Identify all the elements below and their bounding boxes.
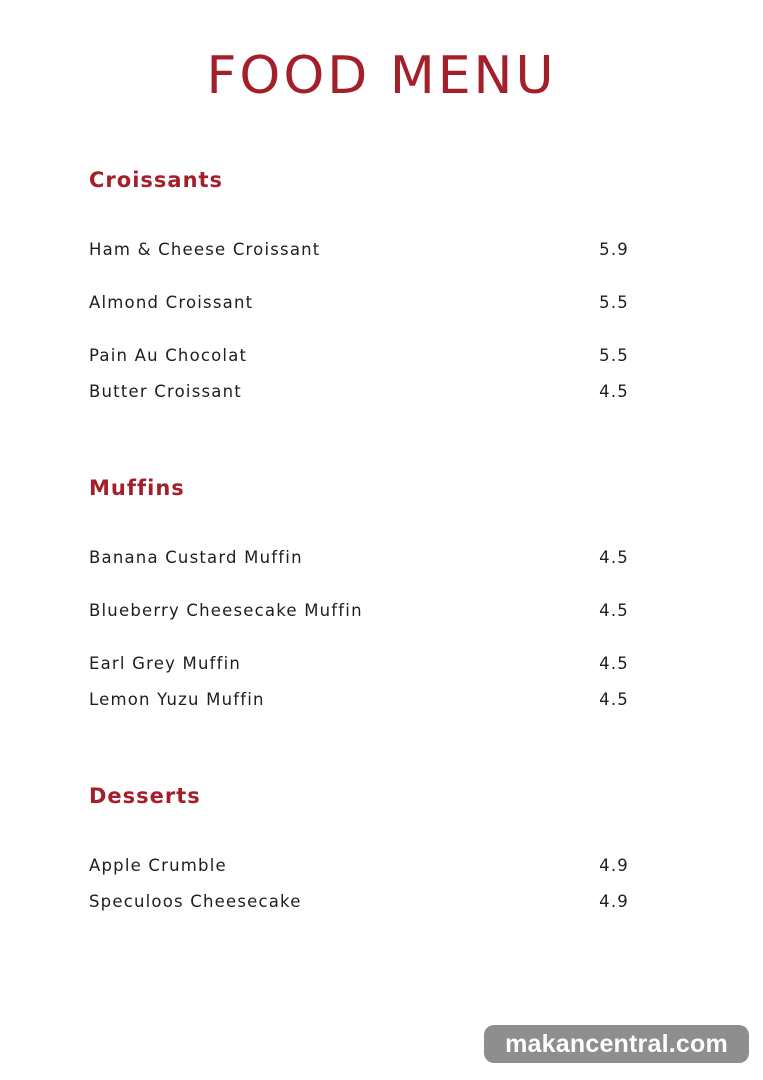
item-price: 4.5: [599, 382, 629, 401]
item-name: Speculoos Cheesecake: [89, 892, 302, 911]
item-name: Ham & Cheese Croissant: [89, 239, 321, 259]
item-price: 4.9: [599, 855, 629, 875]
item-list: [89, 223, 634, 402]
item-name: Pain Au Chocolat: [89, 345, 248, 365]
menu-item: [89, 329, 634, 382]
item-price: 4.5: [599, 653, 629, 673]
item-name: Banana Custard Muffin: [89, 547, 303, 567]
item-price: 4.5: [599, 690, 629, 709]
item-price: 5.5: [599, 345, 629, 365]
item-price: 4.5: [599, 547, 629, 567]
menu-item: [89, 531, 634, 584]
section-desserts: [89, 782, 634, 912]
menu-item: [89, 637, 634, 690]
menu-item: [89, 892, 634, 912]
item-name: Apple Crumble: [89, 855, 227, 875]
menu-item: [89, 276, 634, 329]
section-muffins: [89, 474, 634, 710]
item-name: Butter Croissant: [89, 382, 242, 401]
menu-item: [89, 839, 634, 892]
item-list: [89, 531, 634, 710]
section-heading: Desserts: [89, 784, 201, 808]
item-name: Lemon Yuzu Muffin: [89, 690, 265, 709]
menu-item: [89, 382, 634, 402]
item-name: Blueberry Cheesecake Muffin: [89, 600, 363, 620]
item-price: 4.5: [599, 600, 629, 620]
menu-item: [89, 223, 634, 276]
section-heading: Croissants: [89, 168, 224, 192]
item-price: 5.5: [599, 292, 629, 312]
menu-title: FOOD MENU: [206, 46, 557, 106]
item-price: 5.9: [599, 239, 629, 259]
item-name: Almond Croissant: [89, 292, 254, 312]
item-list: [89, 839, 634, 912]
watermark-badge: makancentral.com: [484, 1025, 749, 1063]
item-price: 4.9: [599, 892, 629, 911]
menu-item: [89, 690, 634, 710]
item-name: Earl Grey Muffin: [89, 653, 242, 673]
section-croissants: [89, 166, 634, 402]
menu-item: [89, 584, 634, 637]
section-heading: Muffins: [89, 476, 185, 500]
